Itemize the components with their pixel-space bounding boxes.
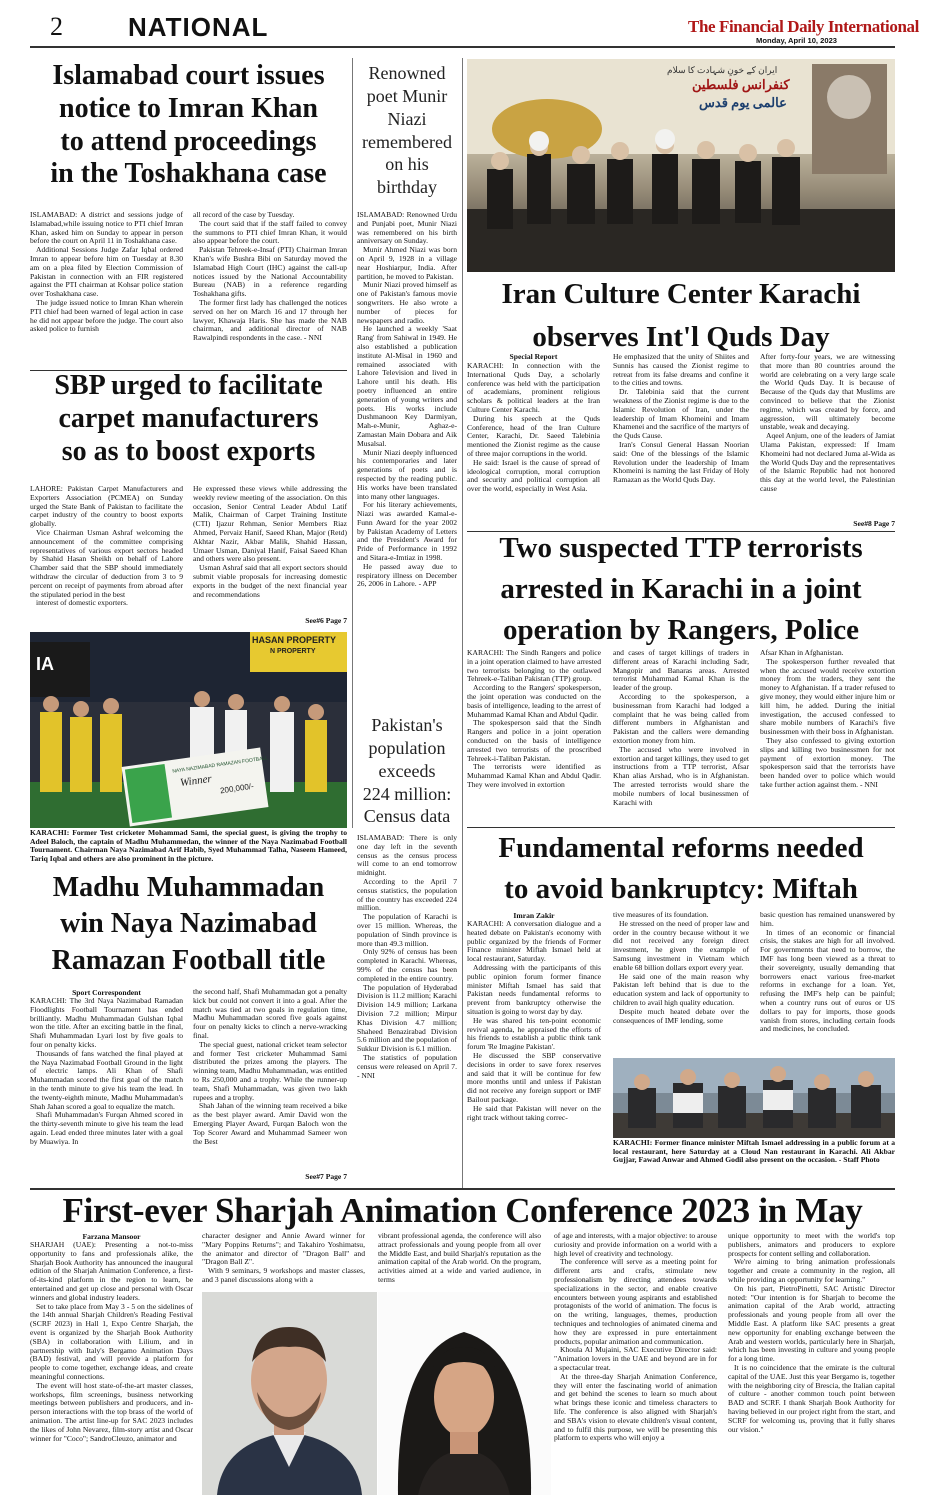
sbp-carpet-col-2: He expressed these views while addressing the weekly review meeting of the association. On this occasion, Senior Central Leader Abdul Latif Malik, Chairman of Carpet Training Institute (CTI) Ijazur Rehman, Senior Members Riaz Ahmed, Pervaiz Hanif, Saeed Khan, Major (Retd) Akhtar Nazir, Akbar Malik, Shahid Hassan, Umaer Usman, Daniyal Hanif, Faisal Saeed Khan and others were also present. Usman Ashraf said that all export sectors should submit viable proposals for increasing domestic exports in the budget of the next financial year and recommendations: [193, 484, 347, 599]
football-col-2: the second half, Shafi Muhammadan got a penalty kick but could not convert it into a goal. After the match was tied at two goals in regulation time, Madhu Muhammadan scored five goals against four on penalty kicks to clinch a nerve-wracking final. The special guest, national cricket team selector and former Test cricketer Muhammad Sami distributed the prizes among the players. The winning team, Madhu Muhammadan, was entitled to Rs 250,000 and a trophy. While the runner-up team, Shafi Muhammadan, was given two lakh rupees and a trophy. Shah Jahan of the winning team received a bike as the best player award. Amir David won the Emerging Player Award, Furqan Baloch won the Top Scorer Award and Muhammad Sameer won the Best: [193, 987, 347, 1146]
headline-miftah: Fundamental reforms needed to avoid bankruptcy: Miftah: [498, 832, 864, 906]
football-photo-caption: KARACHI: Former Test cricketer Mohammad Sami, the special guest, is giving the trophy to Adeel Baloch, the captain of Madhu Muhammedan, the winner of the Naya Nazimabad Football Tournament. Chairman Naya Nazimabad Arif Habib, Syed Muhammad Talha, Naseem Hameed, Tariq Iqbal and others are also prominent in the picture.: [30, 828, 347, 864]
column-separator: [462, 58, 463, 1188]
miftah-col-1: KARACHI: A conversation dialogue and a heated debate on Pakistan's economy with public organized by the friends of Former Finance minister Miftah Ismael held at local restaurant, Saturday. Addressing with the participants of this public opinion forum former finance minister Miftah Ismael has said that Pakistan needs fundamental reforms to prevent from bankruptcy otherwise the situation is going to worst day by day. He was shared his ten-point economic revival agenda, he appraised the efforts of his friends to establish a public think tank forum 'Re Imagine Pakistan'. He discussed the SBP conservative decisions in order to save forex reserves and said that it will be continue for few more months until and unless if Pakistan did not receive any foreign support or IMF Bailout package. He said that Pakistan will never on the right track without taking correc-: [467, 919, 601, 1122]
headline-munir-niazi: Renowned poet Munir Niazi remembered on his birthday: [362, 63, 452, 198]
miftah-col-2: tive measures of its foundation. He stressed on the need of proper law and order in the country because without it we did not received any foreign direct investment, he given the example of Samsung investment in Vietnam which enable 68 billion dollars export every year. He said one of the main reason why Pakistan left behind that is due to the education system and lack of opportunity to children to avail high quality education. Despite much heated debate over the consequences of IMF lending, some: [613, 910, 749, 1025]
continued-note: See#8 Page 7: [853, 519, 895, 528]
section-title: NATIONAL: [128, 12, 269, 42]
miftah-photo-art: [613, 1058, 895, 1138]
football-banner-top: HASAN PROPERTY: [252, 635, 337, 645]
quds-col-3: After forty-four years, we are witnessing that more than 80 countries around the world are celebrating on a very large scale the World Quds Day. It is because of Because of the Quds day that Muslims are convinced to believe that the Zionist regime, which was created by force, and aggression, will ultimately become unstable, weak and decaying. Aqeel Anjum, one of the leaders of Jamiat Ulama Pakistan, expressed: If Imam Khomeini had not declared Juma al-Wida as the World Quds Day and the representatives of the Islamic Republic had not honored this day at the world level, the Palestinian cause: [760, 352, 895, 493]
quds-banner-text-3: عالمی یوم قدس: [699, 95, 787, 110]
imran-khan-col-2: all record of the case by Tuesday. The court said that if the staff failed to convey the summons to PTI chief Imran Khan, it would also appear before the court. Pakistan Tehreek-e-Insaf (PTI) Chairman Imran Khan's wife Bushra Bibi on Saturday moved the Islamabad High Court (IHC) against the call-up notices issued by the National Accountability Bureau (NAB) in a reference regarding Toshakhana gifts. The former first lady has challenged the notices served on her on March 16 and 17 through her lawyer, Khawaja Haris. She has made the NAB chairman, and additional director of NAB Rawalpindi respondents in the case. - NNI: [193, 210, 347, 343]
miftah-photo-caption: KARACHI: Former finance minister Miftah Ismael addressing in a public forum at a local restaurant, here Saturday at a Cloud Nan restaurant in Karachi. Ali Akbar Gujjar, Fawad Anwar and Ahmed Godil also present on the occasion. - Staff Photo: [613, 1138, 895, 1165]
football-col-1: KARACHI: The 3rd Naya Nazimabad Ramadan Floodlights Football Tournament has ended brilliantly. Madhu Muhammadan Gulshan Iqbal won the title. After an exciting battle in the final, Shafi Muhammadan Lyari lost by five goals to four on penalty kicks. Thousands of fans watched the final played at the Naya Nazimabad Football Ground in the light of electric lamps. Ali Khan of Shafi Muhammadan scored the first goal of the match in the tenth minute to give his team the lead. In the twenty-eighth minute, Madhu Muhammadan's Shah Jahan scored a goal to equalize the match. Shafi Muhammadan's Furqan Ahmed scored in the thirty-seventh minute to give his team the lead again. Lead ended three minutes later with a goal by Muawiya. In: [30, 996, 183, 1146]
football-photo-art: [30, 632, 347, 828]
headline-quds-day: Iran Culture Center Karachi observes Int'l Quds Day: [501, 278, 861, 353]
miftah-forum-photo: [613, 1058, 895, 1138]
football-banner-left: IA: [36, 654, 54, 674]
headline-sbp-carpet: SBP urged to facilitate carpet manufacturers so as to boost exports: [54, 370, 323, 467]
quds-conference-photo: [467, 59, 895, 272]
football-trophy-photo: [30, 632, 347, 828]
portrait-man-art: [202, 1292, 377, 1495]
page-number: 2: [50, 12, 63, 41]
headline-football: Madhu Muhammadan win Naya Nazimabad Ramazan Football title: [51, 872, 326, 976]
continued-note: See#7 Page 7: [305, 1172, 347, 1181]
sharjah-col-2: character designer and Annie Award winner for "Mary Poppins Returns"; and Takahiro Yoshimatsu, the animator and director of "Dragon Ball" and "Dragon Ball Z". With 9 seminars, 9 workshops and master classes, and 3 panel discussions along with a: [202, 1231, 365, 1284]
continued-note: See#6 Page 7: [305, 616, 347, 625]
sharjah-col-3: vibrant professional agenda, the conference will also attract professionals and young people from all over the Middle East, and build Sharjah's reputation as the animation capital of the Arab world. On the program, activities aimed at a wide and varied audience, in terms: [378, 1231, 541, 1284]
miftah-byline: Imran Zakir: [513, 911, 555, 920]
quds-col-2: He emphasized that the unity of Shiites and Sunnis has caused the Zionist regime to retreat from its false dreams and confine it to the cities and towns. Dr. Talebinia said that the current weakness of the Zionist regime is due to the Islamic Revolution of Iran, under the leadership of Imam Khomeini and Imam Khamenei and the sacrifice of the martyrs of the Quds Cause. Iran's Consul General Hassan Noorian said: One of the blessings of the Islamic Revolution under the leadership of Imam Khomeini is naming the last Friday of Holy Ramazan as the World Quds Day.: [613, 352, 749, 485]
cheque-label: NAYA NAZIMABAD RAMAZAN FOOTBALL: [172, 755, 269, 775]
masthead: The Financial Daily International: [688, 17, 919, 36]
portrait-woman-photo: [378, 1292, 551, 1495]
ttp-col-1: KARACHI: The Sindh Rangers and police in a joint operation claimed to have arrested two terrorists belonging to the outlawed Tehreek-e-Taliban Pakistan (TTP) group. According to the Rangers' spokesperson, the joint operation was conducted on the basis of intelligence, leading to the arrest of Muhammad Kamal Khan and Abdul Qadir. The spokesperson said that the Sindh Rangers and police in a joint operation conducted on the basis of intelligence arrested two terrorists of the proscribed Tehreek-i-Taliban Pakistan. The terrorists were identified as Muhammad Kamal Khan and Abdul Qadir. They were involved in extortion: [467, 648, 601, 789]
headline-ttp-arrest: Two suspected TTP terrorists arrested in Karachi in a joint operation by Rangers, Police: [499, 532, 863, 647]
sharjah-byline: Farzana Mansoor: [82, 1232, 141, 1241]
portrait-woman-art: [378, 1292, 551, 1495]
cheque-word: Winner: [179, 772, 213, 790]
quds-byline: Special Report: [509, 352, 558, 361]
sharjah-col-5: unique opportunity to meet with the world's top publishers, animators and producers to explore prospects for content selling and collaboration. We're aiming to bring animation professionals together and create a community in the region, all while providing an opportunity for learning." On his part, PietroPinetti, SAC Artistic Director noted: "Our intention is for Sharjah to become the animation capital of the Arab world, attracting professionals and young people from all over the Middle East. A platform like SAC presents a great new opportunity for enabling exchange between the Arab and western worlds, particularly here in Sharjah, which has been investing in culture and young people for a long time. It is no coincidence that the emirate is the cultural capital of the UAE. Just this year Bergamo is, together with the neighboring city of Brescia, the Italian capital of culture - another common touch point between BAD and SCRF. I thank Sharjah Book Authority for having believed in our project right from the start, and SCRF for welcoming us, proving that it fully shares our vision.": [728, 1231, 895, 1434]
ttp-col-2: and cases of target killings of traders in different areas of Karachi including Sadr, Mangopir and Banaras areas. Arrested terrorist Muhammad Kamal Khan is the leader of the group. According to the spokesperson, a businessman from Karachi had lodged a complaint that he was being called from different numbers in Afghanistan and Pakistan and the callers were demanding extortion money from him. The accused who were involved in extortion and target killings, they used to get instructions from a TTP terrorist, Afsar Khan alias Arshad, who is in Afghanistan. The arrested terrorists would share the mobile numbers of local businessmen of Karachi with: [613, 648, 749, 807]
quds-banner-text-2: کنفرانس فلسطین: [692, 77, 790, 92]
quds-col-1: KARACHI: In connection with the International Quds Day, a scholarly conference was held with the participation of academians, prominent religious scholars & political leaders at the Iran Culture Center Karachi. During his speech at the Quds Conference, head of the Iran Culture Center, Karachi, Dr. Saeed Talebinia mentioned the Zionist regime as the cause of three major corruptions in the world. He said: Israel is the cause of spread of ideological corruption, moral corruption and security and political corruption all over the world, especially in West Asia.: [467, 361, 600, 494]
ttp-col-3: Afsar Khan in Afghanistan. The spokesperson further revealed that when the accused would receive extortion money from the traders, they sent the money to Afghanistan. If a trader refused to give money, they would either injure him or kill him, he added. During the initial investigation, the accused confessed to share mobile numbers of Karachi's five businessmen with their boss in Afghanistan. They also confessed to giving extortion slips and killing two businessmen for not payment of extortion money. The spokesperson said that the terrorists have been handed over to police which would take further action against them. - NNI: [760, 648, 895, 789]
miftah-col-3: basic question has remained unanswered by him. In times of an economic or financial crisis, the stakes are high for all involved. For governments that need to borrow, the IMF has long been viewed as a threat to their sovereignty, usually demanding that borrowers enact various free-market reforms in exchange for a loan. Yet, refusing the IMF's help can be painful; when a country runs out of euros or US dollars to pay for imports, those goods vanish from stores, including certain foods and medicines, he concluded.: [760, 910, 895, 1034]
issue-date: Monday, April 10, 2023: [756, 36, 838, 45]
headline-census: Pakistan's population exceeds 224 million: Census data: [362, 715, 452, 827]
football-banner-top-2: N PROPERTY: [270, 648, 316, 655]
sharjah-col-4: of age and interests, with a major objective: to arouse curiosity and provide information on a world with a high level of creativity and technology. The conference will serve as a meeting point for different arts and crafts, stimulate new professionalism by directing attendees towards specializations in the sector, and enable creative encounters between young aspirants and established protagonists of the world of animation. The focus is on the writing, languages, themes, production techniques and technologies of animated cinema and how they are expressed in pure entertainment products, popular animation and communication. Khoula Al Mujaini, SAC Executive Director said: "Animation lovers in the UAE and beyond are in for a spectacular treat. At the three-day Sharjah Animation Conference, they will enter the fascinating world of animation and get behind the scenes to learn so much about what brings these iconic and timeless characters to life. The conference is also aligned with Sharjah's and SBA's vision to elevate children's visual content, and to fulfil this purpose, we will be presenting this platform to experts who will enjoy a: [554, 1231, 717, 1443]
cheque-amount: 200,000/-: [219, 781, 255, 796]
portrait-man-photo: [202, 1292, 377, 1495]
header-rule: [30, 46, 895, 48]
headline-sharjah: First-ever Sharjah Animation Conference 2023 in May: [62, 1191, 863, 1230]
imran-khan-col-1: ISLAMABAD: A district and sessions judge of Islamabad,while issuing notice to PTI chief Imran Khan, asked him on Sunday to appear in person before the court on April 11 in Toshakhana case. Additional Sessions Judge Zafar Iqbal ordered Imran to appear before him on Tuesday at 8.30 am on a plea filed by Election Commission of Pakistan in connection with an FIR registered against the PTI chairman at Kohsar police station over Toshakhana case. The judge issued notice to Imran Khan wherein PTI chief had been warned of legal action in case he did not appear before the judge. The court also asked police to furnish: [30, 210, 183, 334]
headline-imran-khan: Islamabad court issues notice to Imran Khan to attend proceedings in the Toshakhana case: [50, 60, 327, 190]
football-byline: Sport Correspondent: [72, 988, 141, 997]
sharjah-col-1: SHARJAH (UAE): Presenting a not-to-miss opportunity to fans and professionals alike, the Sharjah Book Authority has announced the inaugural edition of the Sharjah Animation Conference, a first-of-its-kind platform in the region to learn, be entertained and get up close and personal with Oscar winners and global industry leaders. Set to take place from May 3 - 5 on the sidelines of the 14th annual Sharjah Children's Reading Festival (SCRF 2023) in Hall 1, Expo Centre Sharjah, the event is organized by the Sharjah Book Authority (SBA) in collaboration with Lilium, and in partnership with Italy's Bergamo Animation Days (BAD) festival, and will provide a platform for people to come together, exchange ideas, and create meaningful connections. The event will host state-of-the-art master classes, workshops, film screenings, business networking meetings between publishers and producers, and in-person interactions with the top brass of the world of animation. The artist line-up for SAC 2023 includes the likes of John Nevarez, film-story artist and Oscar winner for "Coco"; SandroCleuzo, animator and: [30, 1240, 193, 1443]
sbp-carpet-col-1: LAHORE: Pakistan Carpet Manufacturers and Exporters Association (PCMEA) on Sunday urged the State Bank of Pakistan to facilitate the carpet industry of the country to boost exports globally. Vice Chairman Usman Ashraf welcoming the announcement of the committee comprising representatives of various export sectors headed by Shahid Hasan Sheikh on behalf of Lahore Chamber said that the SBP should immediately withdraw the circular of deduction from 3 to 9 percent on receipt of payments from abroad after the stipulated period in the best interest of domestic exporters.: [30, 484, 183, 608]
census-body: ISLAMABAD: There is only one day left in the seventh census as the census process will come to an end tomorrow midnight. According to the April 7 census statistics, the population of the country has exceeded 224 million. The population of Karachi is over 15 million. Whereas, the population of Sindh province is more than 49.3 million. Only 92% of census has been completed in Karachi. Whereas, 99% of the census has been completed in the entire country. The population of Hyderabad Division is 11.2 million; Karachi Division 14.9 million; Larkana Division 7.2 million; Mirpur Khas Division 4.7 million; Shaheed Benazirabad Division 5.6 million and the population of Sukkur Division is 6.1 million. The statistics of population census were released on April 7. - NNI: [357, 833, 457, 1080]
quds-banner-text-1: ایران کے خونِ شہادت کا سلام: [667, 65, 778, 75]
munir-niazi-body: ISLAMABAD: Renowned Urdu and Punjabi poet, Munir Niazi was remembered on his birth anniversary on Sunday. Munir Ahmed Niazi was born on April 9, 1928 in a village near Hoshiarpur, India. After partition, he moved to Pakistan. Munir Niazi proved himself as one of Pakistan's famous movie songwriters. He also wrote a number of pieces for newspapers and radio. He launched a weekly 'Saat Rang' from Sahiwal in 1949. He also established a publication institute Al-Misal in 1960 and remained associated with Lahore Television and lived in Lahore until his death. His poetry influenced an entire generation of young writers and poets. His works include Dushmanoon Key Darmiyan, Mah-e-Munir, Aghaz-e-Zamastan Main Dobara and Aik Musalsal. Munir Niazi deeply influenced his contemporaries and later generations of poets and is respected by the reading public. His works have been translated into many other languages. For his literary achievements, Niazi was awarded Kamal-e-Funn Award for the year 2002 by Pakistan Academy of Letters and the President's Award for Pride of Performance in 1992 and Sitara-e-Imtiaz in 1998. He passed away due to respiratory illness on December 26, 2006 in Lahore. - APP: [357, 210, 457, 589]
column-separator: [352, 58, 353, 828]
quds-photo-art: [467, 59, 895, 272]
